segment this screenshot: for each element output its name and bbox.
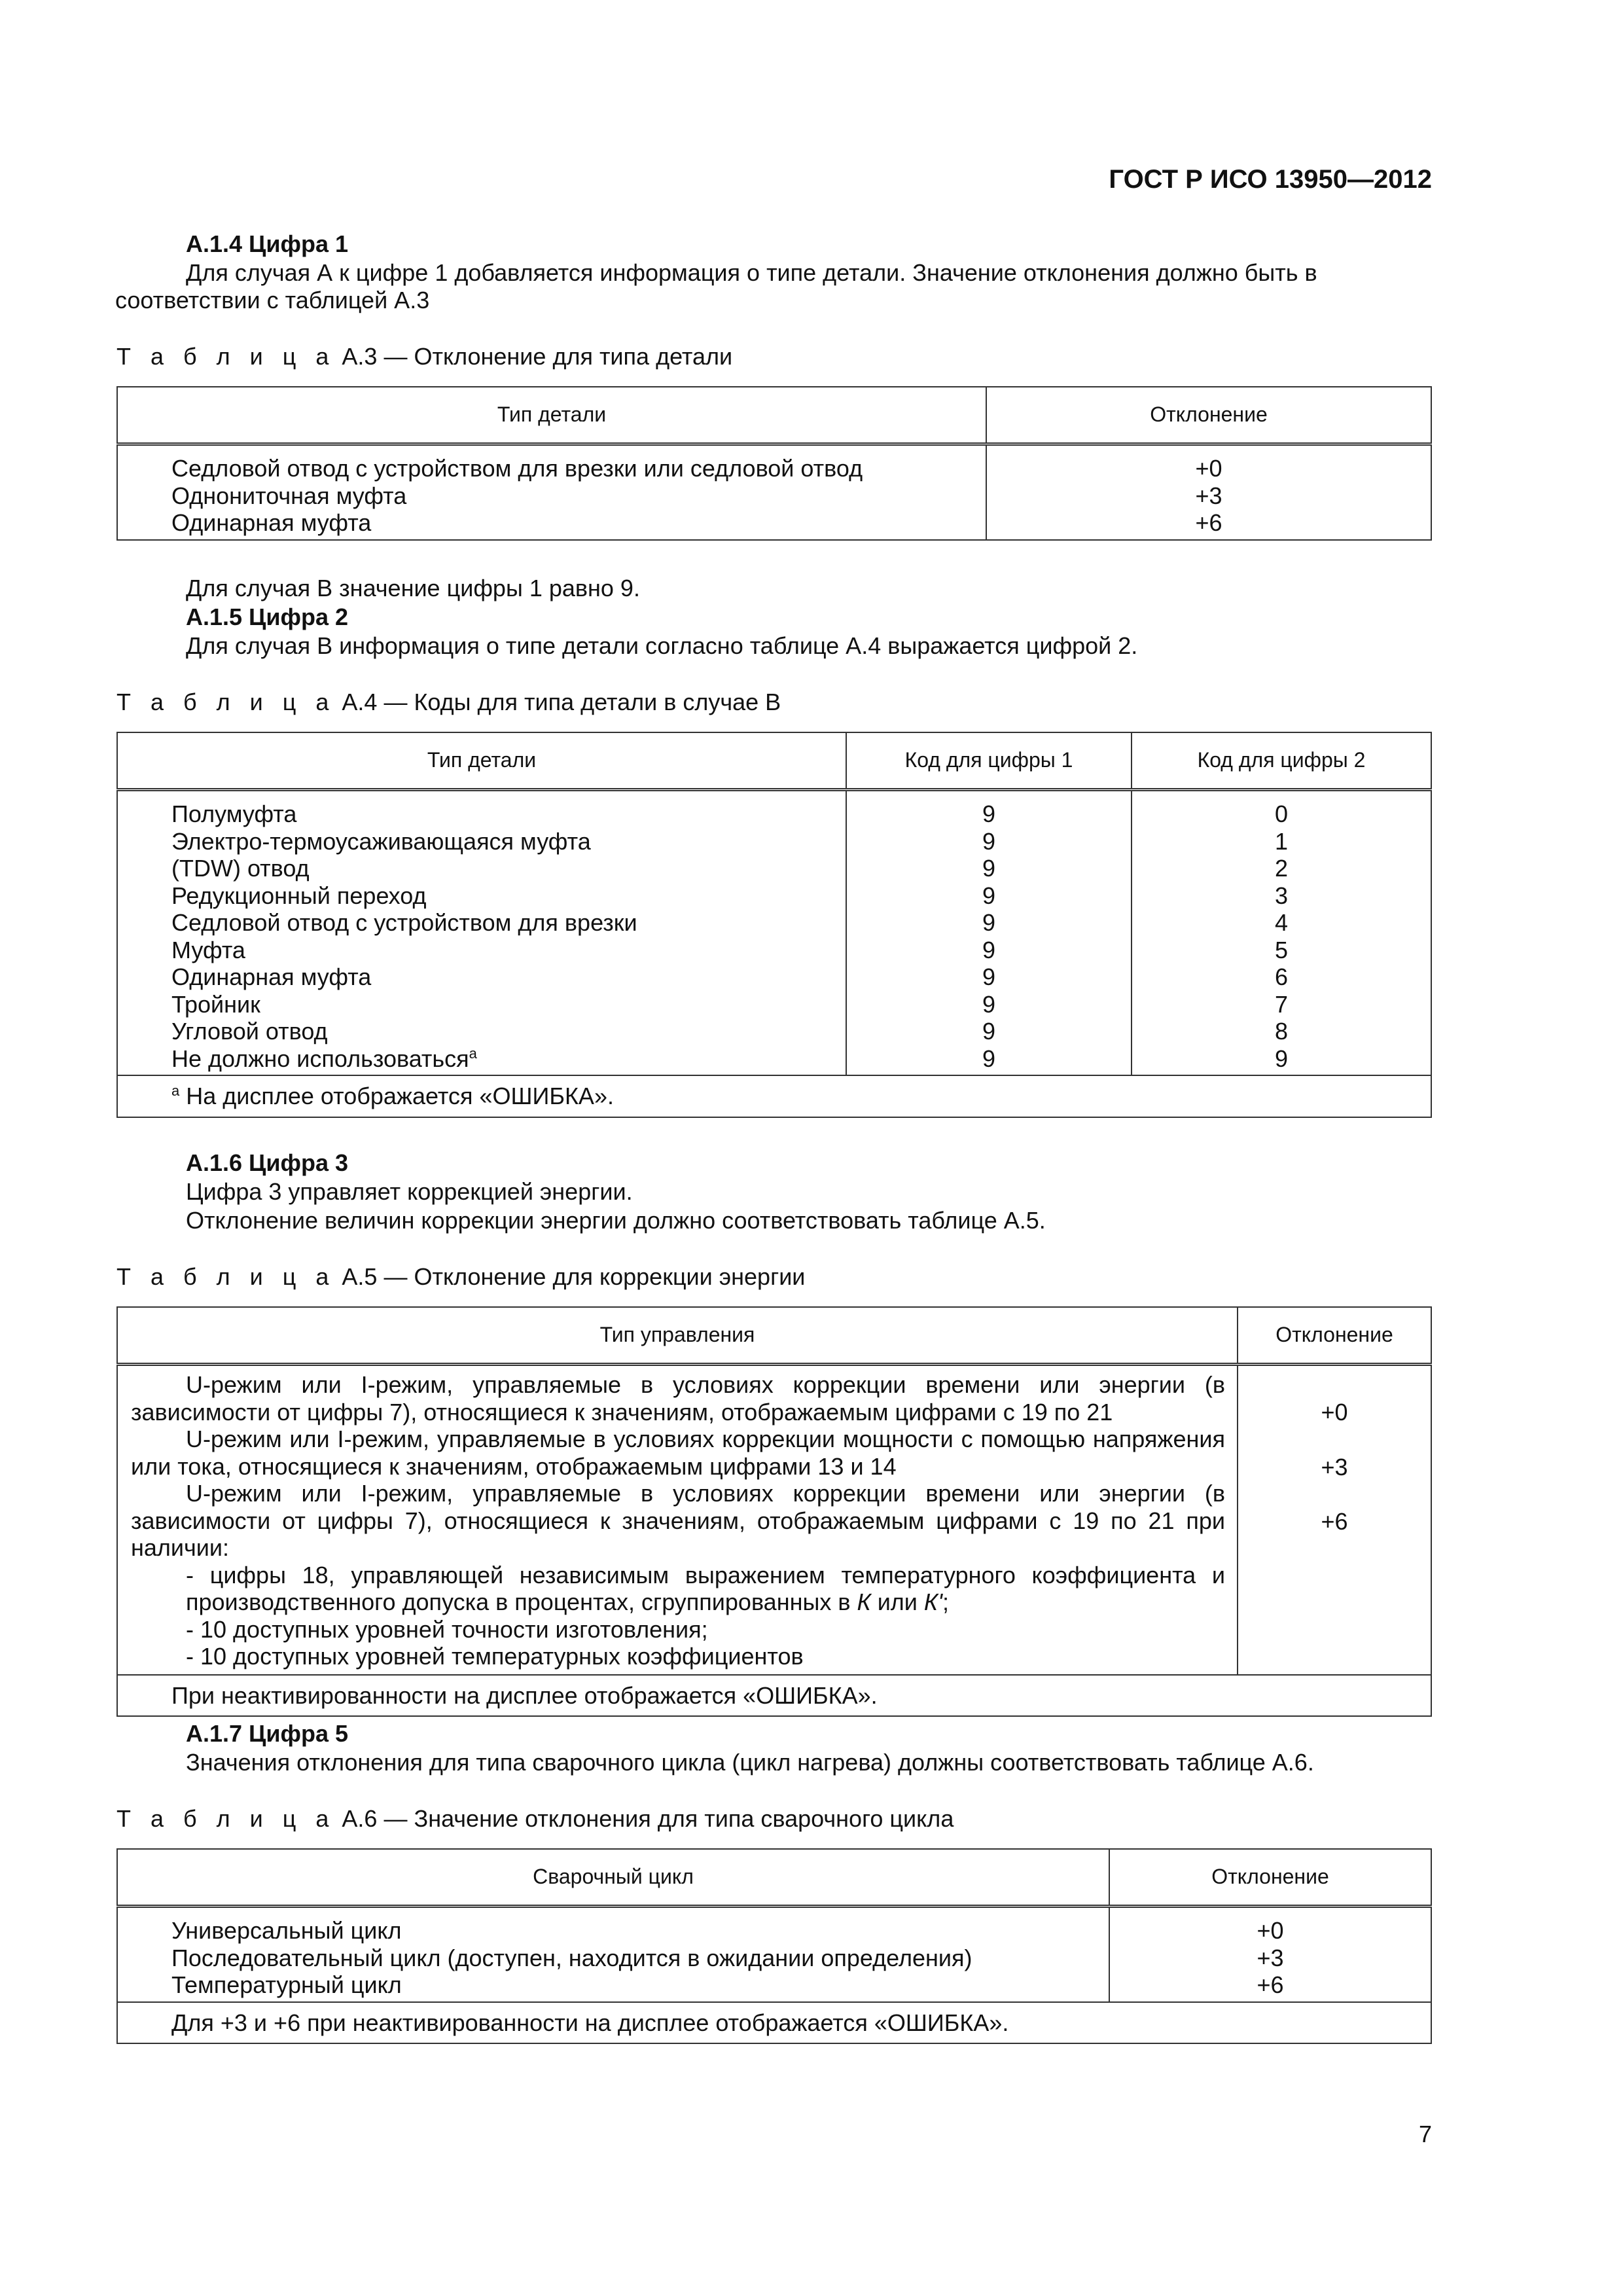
table-a6-title: А.6 — Значение отклонения для типа сварочного цикла <box>335 1805 954 1832</box>
section-a14-title: А.1.4 Цифра 1 <box>186 230 349 257</box>
table-cell: +0 <box>1195 455 1222 482</box>
table-cell: +3 <box>1195 482 1222 509</box>
table-row: Редукционный переход <box>171 882 427 909</box>
table-a3 <box>116 386 1432 541</box>
table-cell: 9 <box>982 827 996 855</box>
table-cell: 9 <box>982 882 996 909</box>
table-cell: +0 <box>1321 1399 1348 1426</box>
table-a6 <box>116 1848 1432 2044</box>
table-cell: 3 <box>1274 882 1289 909</box>
table-a6-caption <box>116 1805 1432 1833</box>
table-row: Одинарная муфта <box>171 509 372 536</box>
table-cell: +6 <box>1321 1508 1348 1535</box>
table-a5 <box>116 1306 1432 1717</box>
table-cell: 9 <box>982 909 996 936</box>
table-row <box>171 1045 846 1073</box>
table-cell: +3 <box>1321 1453 1348 1480</box>
section-a15-pre: Для случая В значение цифры 1 равно 9. <box>186 575 640 601</box>
table-cell: +6 <box>1257 1971 1284 1998</box>
table-row: Универсальный цикл <box>171 1917 402 1944</box>
table-cell-text: Не должно использоваться <box>171 1045 469 1072</box>
bullet-text-end: ; <box>942 1588 950 1615</box>
table-row: Однониточная муфта <box>171 482 407 509</box>
table-a4-header-code1: Код для цифры 1 <box>846 732 1132 790</box>
table-cell: 2 <box>1274 855 1289 882</box>
table-a5-label: Т а б л и ц а <box>116 1263 336 1290</box>
table-a5-deviation-column <box>1238 1365 1431 1675</box>
table-row: Полумуфта <box>171 800 297 827</box>
table-row: Электро-термоусаживающаяся муфта <box>171 827 591 855</box>
table-a4-title: А.4 — Коды для типа детали в случае В <box>335 689 781 715</box>
table-a3-type-column <box>117 444 986 540</box>
section-a16-text2: Отклонение величин коррекции энергии должно соответствовать таблице А.5. <box>186 1207 1046 1234</box>
table-cell: 6 <box>1274 963 1289 990</box>
table-a5-header-control: Тип управления <box>117 1307 1238 1365</box>
table-a5-bullet-2: - 10 доступных уровней точности изготовления; <box>186 1615 708 1643</box>
table-a5-caption <box>116 1263 1432 1291</box>
table-cell: +0 <box>1257 1917 1284 1944</box>
k-prime-symbol: К' <box>923 1588 943 1615</box>
section-a17-title: А.1.7 Цифра 5 <box>186 1720 349 1747</box>
footnote-marker: а <box>469 1045 477 1062</box>
table-a5-item-3: U-режим или I-режим, управляемые в условиях коррекции времени или энергии (в зависимости от цифры 7), относящиеся к значениям, отображаемым цифрами с 19 по 21 при наличии: <box>131 1480 1225 1561</box>
bullet-text-or: или <box>870 1588 924 1615</box>
table-a6-cycle-column <box>117 1907 1109 2002</box>
table-cell: 9 <box>982 1045 996 1072</box>
bullet-text: - цифры 18, управляющей независимым выражением температурного коэффициента и производственного допуска в процентах, сгруппированных в <box>186 1561 1225 1615</box>
table-a6-header-deviation: Отклонение <box>1109 1849 1431 1907</box>
document-code: ГОСТ Р ИСО 13950—2012 <box>1109 165 1432 194</box>
section-a14-text: Для случая А к цифре 1 добавляется информация о типе детали. Значение отклонения должно быть в соответствии с таблицей А.3 <box>115 259 1317 314</box>
table-a3-label: Т а б л и ц а <box>116 343 336 370</box>
table-a5-control-column <box>117 1365 1238 1675</box>
table-cell: +6 <box>1195 509 1222 536</box>
table-row: Тройник <box>171 990 260 1018</box>
table-row: Последовательный цикл (доступен, находится в ожидании определения) <box>171 1944 972 1971</box>
table-a6-footer: Для +3 и +6 при неактивированности на дисплее отображается «ОШИБКА». <box>117 2002 1431 2044</box>
table-row: Муфта <box>171 936 245 963</box>
table-cell: 4 <box>1274 909 1289 936</box>
table-cell: 9 <box>982 800 996 827</box>
table-a3-deviation-column <box>986 444 1431 540</box>
table-cell: 9 <box>1274 1045 1289 1072</box>
table-a4-code2-column <box>1132 790 1431 1076</box>
table-cell: 9 <box>982 1018 996 1045</box>
table-a3-caption <box>116 343 1432 370</box>
table-a5-item-2: U-режим или I-режим, управляемые в условиях коррекции мощности с помощью напряжения или тока, относящиеся к значениям, отображаемым цифрами 13 и 14 <box>131 1426 1225 1480</box>
table-cell: 8 <box>1274 1018 1289 1045</box>
table-a5-bullet-1 <box>131 1562 1225 1616</box>
table-a4-header-code2: Код для цифры 2 <box>1132 732 1431 790</box>
table-a3-header-type: Тип детали <box>117 387 986 444</box>
table-row: Угловой отвод <box>171 1018 328 1045</box>
table-row: Седловой отвод с устройством для врезки или седловой отвод <box>171 455 863 482</box>
table-a4-code1-column <box>846 790 1132 1076</box>
table-a4-caption <box>116 689 1432 716</box>
table-a6-header-cycle: Сварочный цикл <box>117 1849 1109 1907</box>
table-cell: +3 <box>1257 1944 1284 1971</box>
table-cell: 9 <box>982 963 996 990</box>
table-a5-footer: При неактивированности на дисплее отображается «ОШИБКА». <box>117 1675 1431 1717</box>
table-cell: 1 <box>1274 827 1289 855</box>
table-a5-bullet-3: - 10 доступных уровней температурных коэффициентов <box>186 1643 804 1670</box>
table-a5-header-deviation: Отклонение <box>1238 1307 1431 1365</box>
footnote-text: На дисплее отображается «ОШИБКА». <box>179 1083 614 1109</box>
section-a15-text: Для случая В информация о типе детали согласно таблице А.4 выражается цифрой 2. <box>186 632 1138 659</box>
table-a6-deviation-column <box>1109 1907 1431 2002</box>
section-a17-text: Значения отклонения для типа сварочного цикла (цикл нагрева) должны соответствовать таблице А.6. <box>186 1749 1314 1776</box>
table-cell: 9 <box>982 855 996 882</box>
table-a6-label: Т а б л и ц а <box>116 1805 336 1832</box>
table-a4-type-column <box>117 790 846 1076</box>
table-a4-footnote <box>117 1075 1431 1117</box>
page-number: 7 <box>1418 2121 1432 2147</box>
table-a3-header-deviation: Отклонение <box>986 387 1431 444</box>
section-a16-text1: Цифра 3 управляет коррекцией энергии. <box>186 1178 633 1205</box>
table-cell: 9 <box>982 936 996 963</box>
table-row: Седловой отвод с устройством для врезки <box>171 909 637 936</box>
section-a16-title: А.1.6 Цифра 3 <box>186 1149 349 1176</box>
table-row: Температурный цикл <box>171 1971 402 1998</box>
table-cell: 9 <box>982 990 996 1018</box>
table-cell: 7 <box>1274 990 1289 1018</box>
table-a4-header-type: Тип детали <box>117 732 846 790</box>
table-cell: 0 <box>1274 800 1289 827</box>
table-a4 <box>116 732 1432 1118</box>
table-a5-title: А.5 — Отклонение для коррекции энергии <box>335 1263 806 1290</box>
footnote-marker: а <box>171 1083 180 1099</box>
section-a15-title: А.1.5 Цифра 2 <box>186 603 349 630</box>
table-a3-title: А.3 — Отклонение для типа детали <box>335 343 733 370</box>
table-cell: 5 <box>1274 936 1289 963</box>
k-symbol: К <box>857 1588 871 1615</box>
table-row: Одинарная муфта <box>171 963 372 990</box>
table-a4-label: Т а б л и ц а <box>116 689 336 715</box>
table-a5-item-1: U-режим или I-режим, управляемые в условиях коррекции времени или энергии (в зависимости от цифры 7), относящиеся к значениям, отображаемым цифрами с 19 по 21 <box>131 1371 1225 1426</box>
table-row: (TDW) отвод <box>171 855 310 882</box>
